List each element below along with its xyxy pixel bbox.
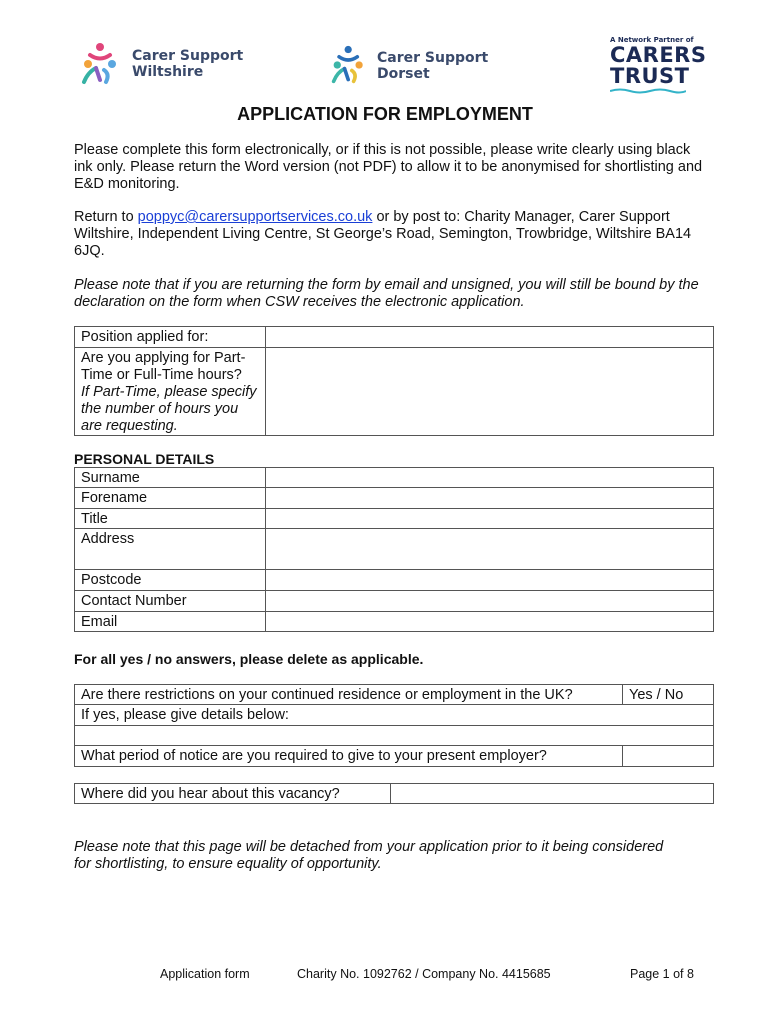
people-figures-icon (330, 44, 370, 86)
questions-table (74, 684, 714, 767)
intro-paragraph: Please complete this form electronically, or if this is not possible, please write clearly using black ink only. Please return the Word version (not PDF) to allow it to be anonymised for shortlisting and E&D monitoring. (74, 142, 703, 192)
address-input-cell[interactable] (266, 529, 714, 570)
address-label-cell (75, 529, 266, 570)
carers-trust-logo (610, 36, 707, 92)
footer-charity-number: Charity No. 1092762 / Company No. 4415685 (297, 967, 551, 981)
postcode-label-cell (75, 570, 266, 591)
position-table (74, 326, 714, 436)
vacancy-answer-cell[interactable] (391, 784, 714, 804)
title-input-cell[interactable] (266, 509, 714, 529)
people-figures-icon (80, 42, 124, 86)
vacancy-question-cell (75, 784, 391, 804)
details-label: If yes, please give details below: (81, 707, 289, 723)
return-prefix: Return to (74, 209, 138, 225)
logo-wiltshire-line1: Carer Support (132, 48, 244, 64)
email-link[interactable]: poppyc@carersupportservices.co.uk (137, 209, 373, 225)
yes-no-answer: Yes / No (629, 687, 684, 703)
carer-support-dorset-logo (330, 44, 500, 88)
forename-label-cell (75, 488, 266, 509)
email-input-cell[interactable] (266, 612, 714, 632)
vacancy-question: Where did you hear about this vacancy? (81, 786, 340, 802)
title-label: Title (81, 511, 108, 527)
personal-details-table (74, 467, 714, 632)
note-paragraph: Please note that if you are returning the form by email and unsigned, you will still be bound by the declaration on the form when CSW receives the electronic application. (74, 277, 699, 310)
email-label: Email (81, 614, 118, 630)
wave-icon (610, 88, 686, 94)
page-title: APPLICATION FOR EMPLOYMENT (237, 104, 533, 124)
footer-page-number: Page 1 of 8 (630, 967, 694, 981)
details-label-cell (75, 705, 714, 726)
details-input-cell[interactable] (75, 726, 714, 746)
return-suffix: or by post to: Charity Manager, Carer Support Wiltshire, Independent Living Centre, St George’s Road, Semington, Trowbridge, Wiltshire BA14 6JQ. (74, 209, 692, 259)
surname-label: Surname (81, 470, 140, 486)
postcode-label: Postcode (81, 572, 142, 588)
carers-trust-line2: TRUST (610, 64, 690, 88)
hours-hint: If Part-Time, please specify the number of hours you are requesting. (81, 384, 257, 434)
postcode-input-cell[interactable] (266, 570, 714, 591)
position-label-cell (75, 327, 266, 348)
carer-support-wiltshire-logo (80, 42, 260, 86)
footer-form-name: Application form (160, 967, 250, 981)
title-label-cell (75, 509, 266, 529)
vacancy-table (74, 783, 714, 804)
notice-question-cell (75, 746, 623, 767)
contact-number-input-cell[interactable] (266, 591, 714, 612)
contact-number-label: Contact Number (81, 593, 187, 609)
hours-input-cell[interactable] (266, 348, 714, 436)
return-paragraph (74, 209, 704, 260)
logo-dorset-line2: Dorset (377, 66, 430, 82)
hours-label-cell (75, 348, 266, 436)
email-label-cell (75, 612, 266, 632)
detach-note: Please note that this page will be detached from your application prior to it being considered for shortlisting, to ensure equality of opportunity. (74, 839, 664, 872)
carers-trust-line1: CARERS (610, 43, 707, 67)
contact-number-label-cell (75, 591, 266, 612)
position-input-cell[interactable] (266, 327, 714, 348)
logo-dorset-line1: Carer Support (377, 50, 489, 66)
logo-wiltshire-line2: Wiltshire (132, 64, 204, 80)
position-label: Position applied for: (81, 329, 209, 345)
surname-input-cell[interactable] (266, 468, 714, 488)
notice-answer-cell[interactable] (623, 746, 714, 767)
address-label: Address (81, 531, 135, 547)
notice-question: What period of notice are you required to give to your present employer? (81, 748, 547, 764)
surname-label-cell (75, 468, 266, 488)
restrictions-answer-cell[interactable] (623, 685, 714, 705)
yes-no-heading: For all yes / no answers, please delete as applicable. (74, 651, 424, 667)
personal-details-heading: PERSONAL DETAILS (74, 451, 215, 467)
restrictions-question-cell (75, 685, 623, 705)
hours-label: Are you applying for Part-Time or Full-Time hours? (81, 350, 246, 383)
restrictions-question: Are there restrictions on your continued residence or employment in the UK? (81, 687, 573, 703)
forename-input-cell[interactable] (266, 488, 714, 509)
forename-label: Forename (81, 490, 148, 506)
carers-trust-tagline: A Network Partner of (610, 36, 694, 44)
